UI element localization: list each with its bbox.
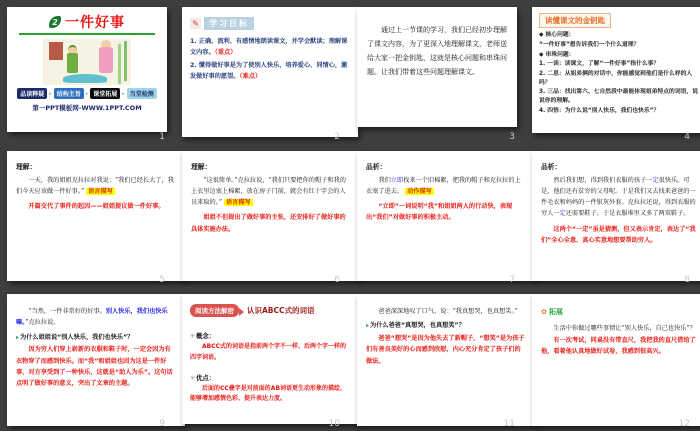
keyword-highlight: 立即 <box>390 176 404 184</box>
title-row <box>7 12 167 32</box>
bead-question-4: 4. 四悟：为什么说“别人快乐，我们也快乐”？ <box>539 107 660 114</box>
flower-icon: ✿ <box>541 308 547 317</box>
slide-cell-8 <box>525 144 700 288</box>
key-point-tag: （重点） <box>214 49 237 57</box>
slide-illustration <box>43 39 131 85</box>
quoted-text: “这很简单。”克拉拉说，“我们只要把你的帽子和我的上衣里边塞上棉絮，放在房子门前，就会有红十字会的人员来取的。” 语言描写 <box>191 176 346 207</box>
writing-technique-tag: 动作描写 <box>407 188 432 196</box>
slide-thumbnail-8[interactable] <box>532 151 700 281</box>
illustration-window <box>49 42 63 60</box>
slide-number: 9 <box>159 418 165 429</box>
answer-text: 爸爸“想哭”是因为他失去了新帽子，“想笑”是为孩子们有善良美好的心而感到欣慰，内心充分肯定了孩子们的做法。 <box>366 335 525 365</box>
extension-label: 拓展 <box>548 308 563 317</box>
keyword-highlight: 别人快乐，我们也快乐嘛。 <box>16 308 168 327</box>
analysis-heading: 理解： <box>191 162 212 171</box>
bead-question-1: 1. 一读：读课文，了解“一件好事”指什么事？ <box>539 61 660 68</box>
answer-text: 有一次考试，同桌没有带直尺，我把我的直尺借给了他，看着他认真地做好试卷，我感到很高兴。 <box>541 337 696 356</box>
quoted-text: 我们立即找来一个旧棉絮，把我的帽子和克拉拉的上衣塞了进去。 动作描写 <box>366 176 521 196</box>
pencil-icon: ✎ <box>190 18 201 29</box>
goal-item: 2. 懂得做好事是为了使别人快乐，培养爱心、同情心，激发做好事的愿望。（难点） <box>190 62 348 81</box>
green-divider <box>19 33 155 35</box>
analysis-text: 这两个“一定”虽是猜测，但又表示肯定，表达了“我们”全心全意、真心实意地想要帮助穷人。 <box>541 225 696 244</box>
analysis-heading: 理解： <box>16 162 37 171</box>
illustration-table <box>63 74 107 83</box>
arrow-icon: ▸ <box>85 90 89 97</box>
bead-question-2: 2. 二思：从姐弟俩的对话中，你能感觉到他们是什么样的人吗？ <box>539 71 693 86</box>
slide-cell-9 <box>0 287 175 431</box>
section-header-label: 学习目标 <box>204 17 254 30</box>
quoted-text: 一天，我的姐姐克拉拉对我说：“我们已经长大了，我们今天应该做一件好事。” 语言描写 <box>16 176 174 196</box>
analysis-text: 开篇交代了事件的起因——姐姐提议做一件好事。 <box>28 203 165 211</box>
concept-text: ABCC式的词语是指前两个字不一样、后两个字一样的四字词语。 <box>190 343 347 361</box>
slide-cell-7 <box>350 144 525 288</box>
illustration-bamboo <box>124 41 127 81</box>
nav-button-jiance[interactable]: 当堂检测 <box>127 88 157 99</box>
learning-goals-list <box>190 36 350 83</box>
analysis-text: 姐姐不但提出了做好事的主张，还安排好了做好事的具体实施办法。 <box>191 214 346 233</box>
slide-cell-1 <box>0 0 175 144</box>
asterisk-icon: ✳ <box>190 333 196 341</box>
advantage-text: 后面的CC叠字是对前面的AB词语更生动形象的描绘，能够增加感情色彩、提升表达力度。 <box>190 384 347 402</box>
analysis-text: “立即”一词说明“我”和姐姐两人的行动快，表现出“我们”对做好事的积极主动。 <box>366 203 513 222</box>
slide-cell-4 <box>525 0 700 144</box>
slide-number: 6 <box>334 275 340 286</box>
analysis-heading: 品析： <box>541 162 562 171</box>
slide-thumbnail-9[interactable] <box>7 294 185 426</box>
slide-thumbnail-12[interactable] <box>532 294 700 426</box>
keyword-highlight: 一定 <box>646 176 659 184</box>
slide-cell-2 <box>175 0 350 144</box>
slide-cell-5 <box>0 144 175 288</box>
method-title: 认识ABCC式的词语 <box>247 306 315 316</box>
arrow-icon: ▸ <box>49 90 52 97</box>
nav-button-ketang[interactable]: 课堂拓展 <box>90 88 120 99</box>
slide-number: 5 <box>159 275 165 286</box>
nav-button-pindu[interactable]: 品读释疑 <box>17 88 47 99</box>
slide-number: 12 <box>678 418 690 429</box>
slide-number: 1 <box>159 131 165 142</box>
arrow-icon: ▸ <box>122 90 125 97</box>
slide-number: 2 <box>334 131 340 142</box>
slide-thumbnail-3[interactable] <box>357 7 517 127</box>
answer-text: 因为穷人们穿上崭新的衣服和鞋子时，一定会因为有衣物穿了而感到快乐。而“我”和姐姐也因为这是一件好事、对方享受到了一种快乐，这就是“助人为乐”。这句话点明了做好事的意义，突出了文章的主题。 <box>16 346 173 387</box>
difficult-point-tag: （难点） <box>239 73 262 81</box>
section-header <box>190 17 350 30</box>
illustration-girl <box>99 47 113 73</box>
writing-technique-tag: 语言描写 <box>88 188 113 196</box>
extension-header <box>541 306 700 319</box>
goal-item: 1. 正确、流利、有感情地朗读课文，并学会默读；理解课文内容。（重点） <box>190 38 348 57</box>
analysis-heading: 品析： <box>366 162 387 171</box>
slide-cell-3 <box>350 0 525 144</box>
slide-thumbnail-6[interactable] <box>182 151 360 281</box>
slide-number: 3 <box>509 131 515 142</box>
bead-question-label: ◆ 串珠问题： <box>539 51 575 58</box>
advantage-line: ✳优点： <box>190 373 216 382</box>
slide-thumbnail-1[interactable] <box>7 7 167 132</box>
asterisk-icon: ✳ <box>190 374 196 382</box>
bead-question-3: 3. 三品：找出第六、七自然段中最能体现姐弟特点的词语，说说你的理解。 <box>539 89 699 105</box>
bullet-icon: ▸ <box>16 333 20 341</box>
slide-cell-11 <box>350 287 525 431</box>
nav-button-jiegou[interactable]: 结构主旨 <box>54 88 84 99</box>
bullet-icon: ▸ <box>366 322 370 330</box>
question-line: ▸为什么姐姐说“别人快乐，我们也快乐”？ <box>16 333 134 341</box>
ppt-site-footer: 第一PPT模板网-WWW.1PPT.COM <box>32 104 142 112</box>
slide-cell-10 <box>175 287 350 431</box>
quoted-text: “当然，一件非常好的好事。别人快乐，我们也快乐嘛。”克拉拉说。 <box>16 308 168 327</box>
slide-thumbnail-2[interactable] <box>182 7 358 137</box>
quoted-text: 爸爸深深地叹了口气，说：“我真想哭，也真想笑。” <box>378 308 518 316</box>
core-question-label: ◆ 核心问题： <box>539 32 575 39</box>
slide-thumbnail-11[interactable] <box>357 294 535 426</box>
slide-number: 11 <box>503 418 515 429</box>
golden-key-title: 读懂课文的金钥匙 <box>539 13 611 28</box>
slide-number: 8 <box>684 275 690 286</box>
slide-thumbnail-7[interactable] <box>357 151 535 281</box>
extension-question: 生活中你做过哪些事情让“别人快乐，自己也快乐”？ <box>553 324 696 332</box>
transition-paragraph: 通过上一节课的学习，我们已经初步理解了课文内容，为了更深入地理解课文，老师送给大家一把金钥匙，这就是核心问题和串珠问题。让我们带着这些问题理解课文。 <box>367 26 507 76</box>
illustration-boy <box>67 53 78 73</box>
lesson-title: 一件好事 <box>65 15 125 31</box>
writing-technique-tag: 语言描写 <box>225 199 251 207</box>
slide-number: 4 <box>684 131 690 142</box>
core-question: “一件好事”想告诉我们一个什么道理？ <box>539 41 640 48</box>
slide-cell-12 <box>525 287 700 431</box>
slide-cell-6 <box>175 144 350 288</box>
keyword-highlight: 一定 <box>553 210 566 218</box>
reading-method-badge: 阅读方法解密 <box>190 304 239 317</box>
slide-thumbnail-5[interactable] <box>7 151 185 281</box>
slide-number: 7 <box>509 275 515 286</box>
slide-number: 10 <box>328 418 340 429</box>
slide-thumbnail-4[interactable] <box>532 7 700 133</box>
question-line: ▸为什么爸爸“真想哭，也真想笑”？ <box>366 322 465 330</box>
quoted-text: 然后我们想，得到我们衣服的孩子一定很快乐。可是，他们还有贫穷的父母呢。于是我们又去找来爸爸的一件毛衣和妈妈的一件银灰外套。克拉拉还说，得到衣服的穷人一定还需要鞋子。于是衣服堆里又多了两双鞋子。 <box>541 176 696 218</box>
concept-line: ✳概念： <box>190 332 216 341</box>
slide-thumbnail-10[interactable] <box>182 294 358 424</box>
method-header <box>190 304 350 317</box>
nav-button-row <box>7 88 167 99</box>
lesson-number-badge: 2 <box>49 16 61 28</box>
